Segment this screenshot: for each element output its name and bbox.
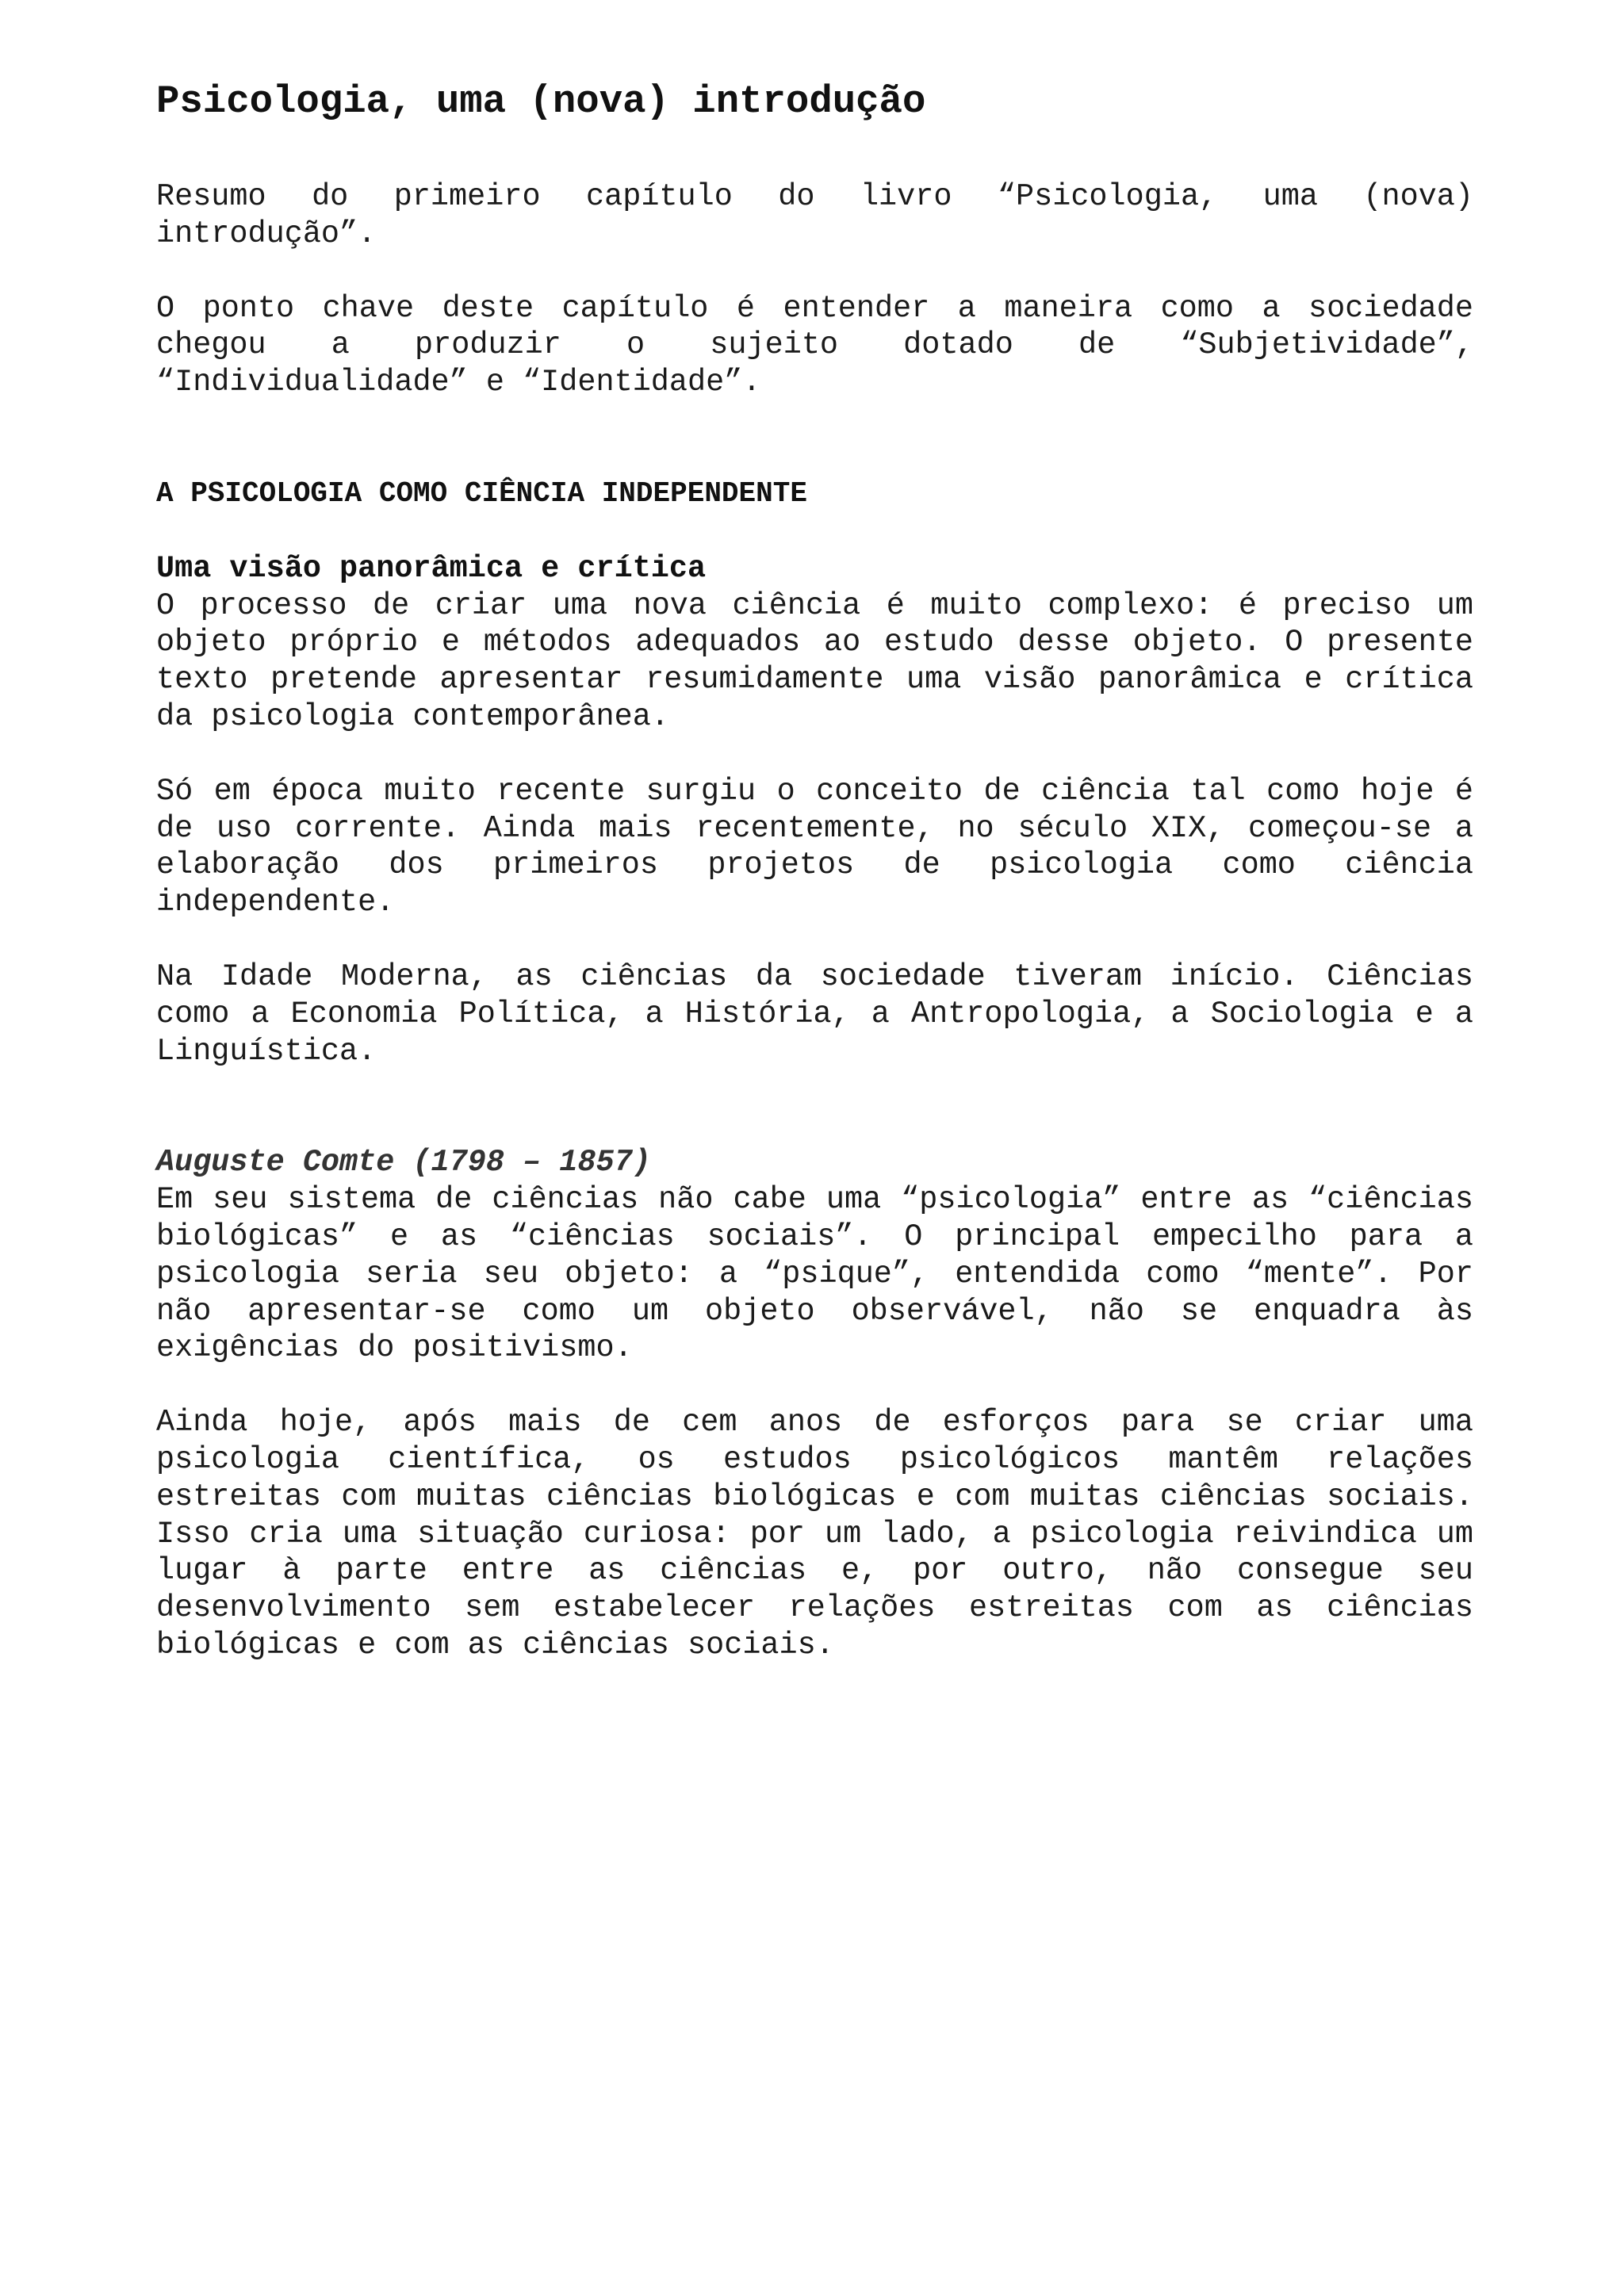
section-heading: A PSICOLOGIA COMO CIÊNCIA INDEPENDENTE — [156, 476, 807, 510]
spacer — [156, 1367, 1473, 1404]
intro-paragraph-summary: Resumo do primeiro capítulo do livro “Psicologia, uma (nova) introdução”. — [156, 179, 1473, 251]
subsection-heading: Uma visão panorâmica e crítica — [156, 550, 707, 586]
document-body — [156, 73, 1473, 1664]
spacer — [156, 130, 1473, 178]
spacer — [156, 921, 1473, 959]
body-paragraph: Em seu sistema de ciências não cabe uma “psicologia” entre as “ciências biológicas” e as “ciências sociais”. O principal empecilho para a psicologia seria seu objeto: a “psique”, entendida como “mente”. Por não apresentar-se como um objeto observável, não se enquadra às exigências do positivismo. — [156, 1182, 1473, 1366]
spacer — [156, 401, 1473, 476]
spacer — [156, 1070, 1473, 1144]
spacer — [156, 736, 1473, 773]
body-paragraph: Ainda hoje, após mais de cem anos de esforços para se criar uma psicologia científica, os estudos psicológicos mantêm relações estreitas com muitas ciências biológicas e com muitas ciências sociais. Isso cria uma situação curiosa: por um lado, a psicologia reivindica um lugar à parte entre as ciências e, por outro, não consegue seu desenvolvimento sem estabelecer relações estreitas com as ciências biológicas e com as ciências sociais. — [156, 1405, 1473, 1663]
body-paragraph: O processo de criar uma nova ciência é muito complexo: é preciso um objeto próprio e métodos adequados ao estudo desse objeto. O presente texto pretende apresentar resumidamente uma visão panorâmica e crítica da psicologia contemporânea. — [156, 587, 1473, 734]
spacer — [156, 253, 1473, 290]
comte-heading: Auguste Comte (1798 – 1857) — [156, 1145, 651, 1181]
body-paragraph: Só em época muito recente surgiu o conceito de ciência tal como hoje é de uso corrente. Ainda mais recentemente, no século XIX, começou-se a elaboração dos primeiros projetos de psicologia como ciência independente. — [156, 773, 1473, 920]
spacer — [156, 513, 1473, 550]
document-title: Psicologia, uma (nova) introdução — [156, 79, 926, 124]
body-paragraph: Na Idade Moderna, as ciências da sociedade tiveram início. Ciências como a Economia Política, a História, a Antropologia, a Sociologia e a Linguística. — [156, 959, 1473, 1069]
intro-paragraph-key-point: O ponto chave deste capítulo é entender a maneira como a sociedade chegou a produzir o sujeito dotado de “Subjetividade”, “Individualidade” e “Identidade”. — [156, 290, 1473, 400]
